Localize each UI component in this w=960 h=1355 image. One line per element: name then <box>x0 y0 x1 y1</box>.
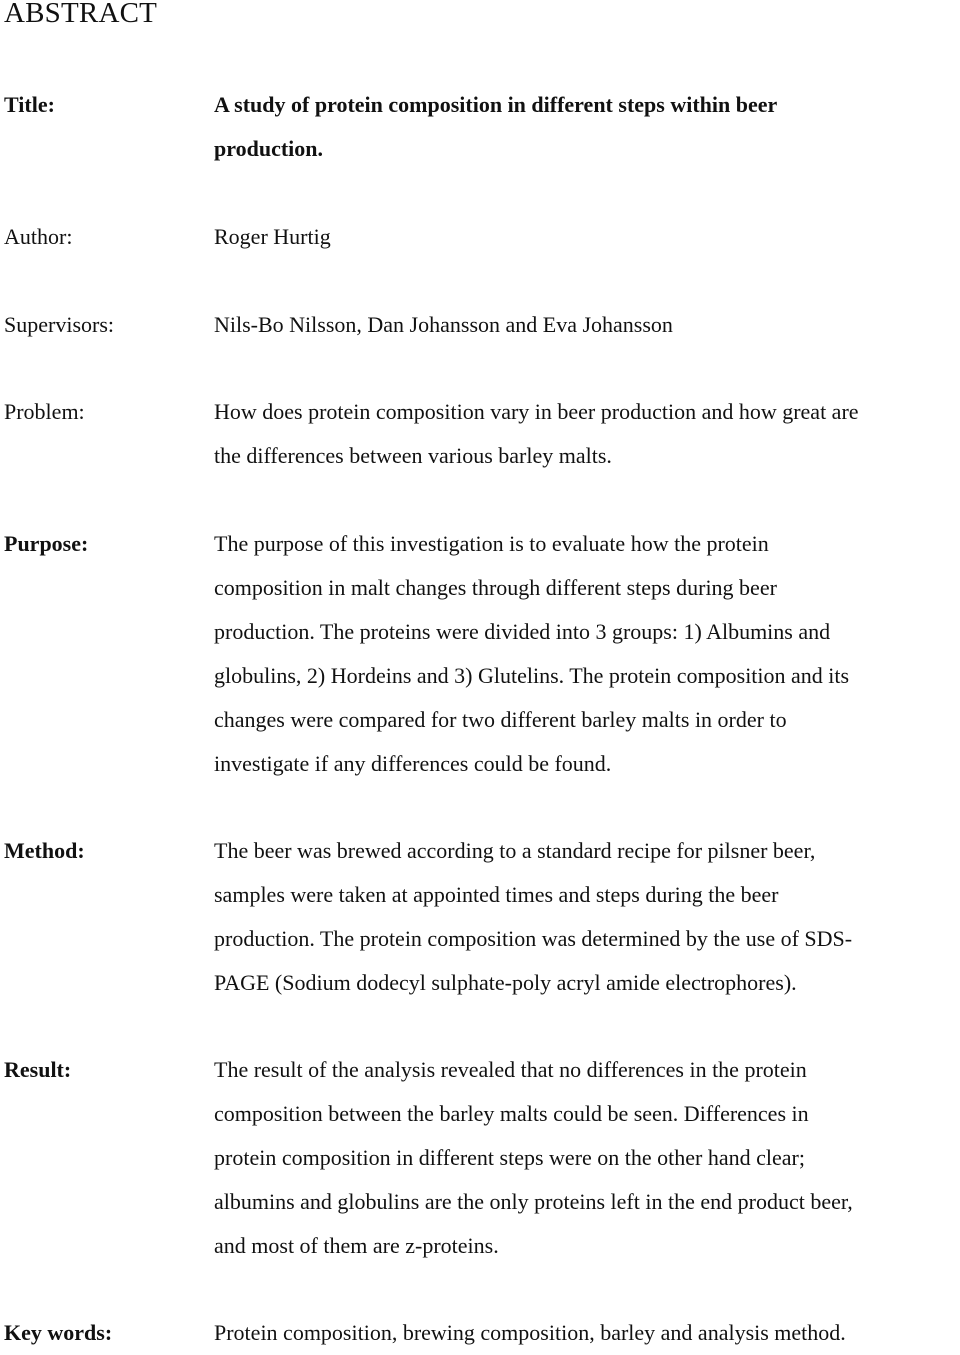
keywords-text: Protein composition, brewing composition, barley and analysis method. <box>214 1320 846 1345</box>
title-label: Title: <box>4 92 55 117</box>
title-text: A study of protein composition in different steps within beer production. <box>214 92 778 161</box>
abstract-heading: ABSTRACT <box>4 0 158 29</box>
author-label: Author: <box>4 224 73 249</box>
method-label: Method: <box>4 838 85 863</box>
purpose-text: The purpose of this investigation is to evaluate how the protein composition in malt changes through different steps during beer production. The proteins were divided into 3 groups: 1) Albumins and globulins, 2) Hordeins and 3) Glutelins. The protein composition and its changes were compared for two different barley malts in order to investigate if any differences could be found. <box>214 531 850 776</box>
result-text: The result of the analysis revealed that no differences in the protein composition between the barley malts could be seen. Differences in protein composition in different steps were on the other hand clear; albumins and globulins are the only proteins left in the end product beer, and most of them are z-proteins. <box>214 1057 853 1258</box>
method-text: The beer was brewed according to a standard recipe for pilsner beer, samples were taken at appointed times and steps during the beer production. The protein composition was determined by the use of SDS- PAGE (Sodium dodecyl sulphate-poly acryl amide electrophores). <box>214 838 853 995</box>
supervisors-text: Nils-Bo Nilsson, Dan Johansson and Eva Johansson <box>214 312 673 337</box>
problem-label: Problem: <box>4 399 85 424</box>
supervisors-label: Supervisors: <box>4 312 114 337</box>
author-text: Roger Hurtig <box>214 224 331 249</box>
keywords-label: Key words: <box>4 1320 113 1345</box>
problem-text: How does protein composition vary in beer production and how great are the differences between various barley malts. <box>214 399 859 468</box>
result-label: Result: <box>4 1057 72 1082</box>
purpose-label: Purpose: <box>4 531 89 556</box>
